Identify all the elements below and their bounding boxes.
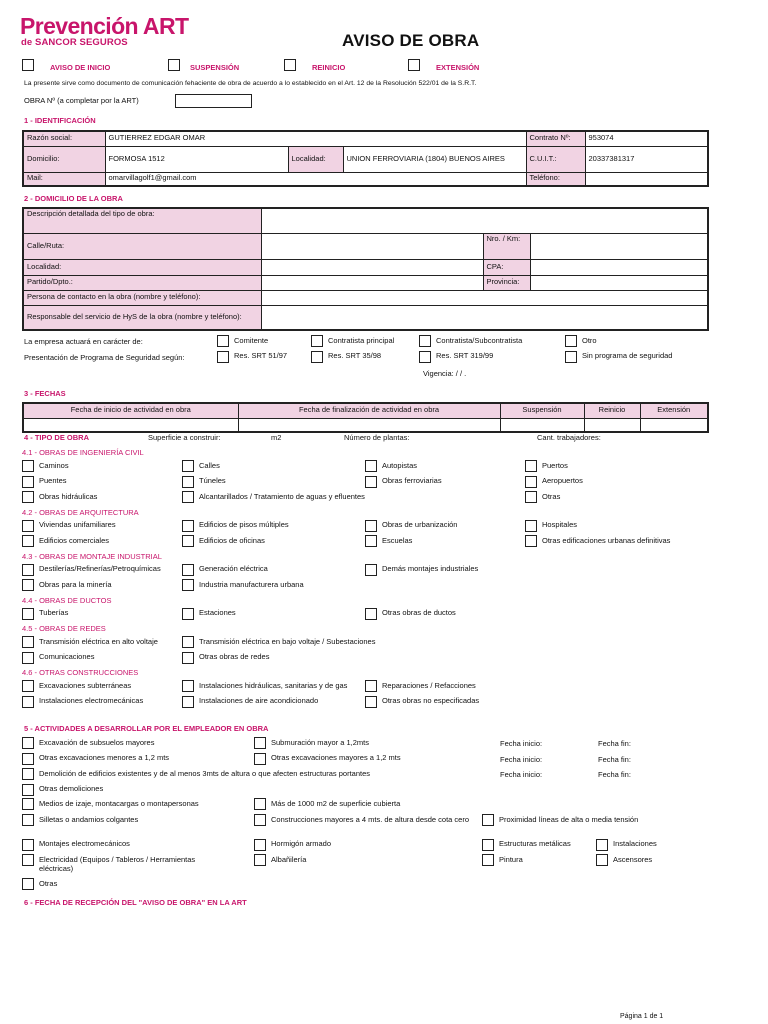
autopistas-checkbox[interactable] (365, 460, 377, 472)
option-row (22, 680, 746, 696)
silletas-checkbox[interactable] (22, 814, 34, 826)
instalaciones-checkbox[interactable] (596, 839, 608, 851)
section-6-title: 6 - FECHA DE RECEPCIÓN DEL "AVISO DE OBRA" EN LA ART (24, 898, 247, 907)
edificios-de-pisos-multiples-checkbox[interactable] (182, 520, 194, 532)
section-2-title: 2 - DOMICILIO DE LA OBRA (24, 194, 123, 203)
razon-social-label: Razón social: (23, 131, 105, 146)
estructuras-metalicas-checkbox[interactable] (482, 839, 494, 851)
autopistas-label: Autopistas (382, 460, 418, 470)
cuit-label: C.U.I.T.: (526, 146, 585, 172)
instalaciones-label: Instalaciones (613, 839, 657, 849)
industria-manufacturera-urbana-checkbox[interactable] (182, 579, 194, 591)
calles-label: Calles (199, 460, 220, 470)
demolicion-edificios-label: Demolición de edificios existentes y de al menos 3mts de altura o que afecten estructuras portantes (39, 768, 371, 778)
intro-text: La presente sirve como documento de comunicación fehaciente de obra de acuerdo a lo establecido en el Art. 12 de la Resolución 522/01 de la S.R.T. (24, 80, 477, 87)
contrato-label: Contrato Nº: (526, 131, 585, 146)
edificios-de-oficinas-label: Edificios de oficinas (199, 535, 265, 545)
sin-programa-checkbox[interactable] (565, 351, 577, 363)
alcantarillados-tratamiento-de-aguas-y-e-label: Alcantarillados / Tratamiento de aguas y efluentes (199, 491, 365, 501)
calle-label: Calle/Ruta: (23, 233, 261, 259)
contacto-field[interactable] (261, 290, 708, 305)
aeropuertos-checkbox[interactable] (525, 476, 537, 488)
page-title: AVISO DE OBRA (342, 31, 480, 50)
res-35-98-checkbox[interactable] (311, 351, 323, 363)
fechas-table (22, 402, 709, 433)
generacion-electrica-checkbox[interactable] (182, 564, 194, 576)
m2-label: m2 (271, 433, 282, 442)
hormigon-armado-label: Hormigón armado (271, 839, 332, 849)
nro-field[interactable] (530, 233, 708, 259)
reinicio-field[interactable] (584, 418, 640, 432)
aviso-inicio-checkbox[interactable] (22, 59, 34, 71)
razon-social-value[interactable]: GUTIERREZ EDGAR OMAR (105, 131, 526, 146)
contratista-subcontratista-checkbox[interactable] (419, 335, 431, 347)
demas-montajes-industriales-label: Demás montajes industriales (382, 564, 479, 574)
domicilio-value[interactable]: FORMOSA 1512 (105, 146, 288, 172)
alcantarillados-tratamiento-de-aguas-y-e-checkbox[interactable] (182, 491, 194, 503)
localidad-value[interactable]: UNION FERROVIARIA (1804) BUENOS AIRES (343, 146, 526, 172)
excavaciones-mayores-checkbox[interactable] (254, 753, 266, 765)
hormigon-armado-checkbox[interactable] (254, 839, 266, 851)
fecha-inicio-field[interactable] (23, 418, 238, 432)
localidad-label: Localidad: (288, 146, 343, 172)
industria-manufacturera-urbana-label: Industria manufacturera urbana (199, 579, 304, 589)
puentes-label: Puentes (39, 476, 67, 486)
otras-label: Otras (542, 491, 561, 501)
identificacion-table (22, 130, 709, 187)
calles-checkbox[interactable] (182, 460, 194, 472)
reparaciones-refacciones-label: Reparaciones / Refacciones (382, 680, 476, 690)
section-5-title: 5 - ACTIVIDADES A DESARROLLAR POR EL EMPLEADOR EN OBRA (24, 724, 269, 733)
group-title-2: 4.2 - OBRAS DE ARQUITECTURA (22, 507, 139, 517)
construcciones-4mts-checkbox[interactable] (254, 814, 266, 826)
vigencia-label: Vigencia: / / . (423, 369, 467, 378)
aeropuertos-label: Aeropuertos (542, 476, 583, 486)
option-row (22, 652, 746, 668)
obras-de-urbanizacion-checkbox[interactable] (365, 520, 377, 532)
excavaciones-menores-checkbox[interactable] (22, 753, 34, 765)
reinicio-label: REINICIO (312, 63, 346, 72)
extension-label: EXTENSIÓN (436, 63, 480, 72)
option-row (22, 564, 746, 580)
fecha-fin-label-1: Fecha fin: (598, 739, 631, 748)
page-number: Página 1 de 1 (620, 1013, 664, 1020)
option-row (22, 636, 746, 652)
notice-type-options (22, 59, 746, 75)
contratista-subcontratista-label: Contratista/Subcontratista (436, 335, 523, 345)
estaciones-label: Estaciones (199, 608, 236, 618)
excavaciones-menores-label: Otras excavaciones menores a 1,2 mts (39, 753, 170, 763)
descripcion-field[interactable] (261, 208, 708, 233)
provincia-field[interactable] (530, 275, 708, 290)
instalaciones-de-aire-acondicionado-label: Instalaciones de aire acondicionado (199, 696, 319, 706)
group-title-3: 4.3 - OBRAS DE MONTAJE INDUSTRIAL (22, 551, 162, 561)
reparaciones-refacciones-checkbox[interactable] (365, 680, 377, 692)
mail-label: Mail: (23, 172, 105, 186)
puentes-checkbox[interactable] (22, 476, 34, 488)
fecha-fin-field[interactable] (238, 418, 500, 432)
hospitales-label: Hospitales (542, 520, 578, 530)
instalaciones-hidraulicas-sanitarias-y-d-checkbox[interactable] (182, 680, 194, 692)
extension-field[interactable] (640, 418, 708, 432)
obra-number-field[interactable] (175, 94, 252, 108)
otras-actividades-label: Otras (39, 878, 58, 888)
fecha-inicio-header: Fecha de inicio de actividad en obra (23, 403, 238, 418)
ascensores-checkbox[interactable] (596, 854, 608, 866)
otras-actividades-checkbox[interactable] (22, 878, 34, 890)
empresa-caracter-label: La empresa actuará en carácter de: (24, 337, 143, 346)
obra-number-label: OBRA Nº (a completar por la ART) (24, 96, 139, 105)
section-1-title: 1 - IDENTIFICACIÓN (24, 116, 96, 125)
otras-obras-de-ductos-label: Otras obras de ductos (382, 608, 456, 618)
fecha-inicio-label-3: Fecha inicio: (500, 770, 543, 779)
nro-label: Nro. / Km: (483, 233, 530, 259)
otras-obras-no-especificadas-label: Otras obras no especificadas (382, 696, 480, 706)
pintura-checkbox[interactable] (482, 854, 494, 866)
escuelas-label: Escuelas (382, 535, 413, 545)
obras-hidraulicas-checkbox[interactable] (22, 491, 34, 503)
option-row (22, 520, 746, 536)
provincia-label: Provincia: (483, 275, 530, 290)
cpa-label: CPA: (483, 259, 530, 275)
sin-programa-label: Sin programa de seguridad (582, 351, 673, 361)
tuberias-checkbox[interactable] (22, 608, 34, 620)
localidad-obra-label: Localidad: (23, 259, 261, 275)
electricidad-label: Electricidad (Equipos / Tableros / Herramientas eléctricas) (39, 855, 196, 873)
fecha-fin-label-3: Fecha fin: (598, 770, 631, 779)
instalaciones-electromecanicas-checkbox[interactable] (22, 696, 34, 708)
edificios-comerciales-label: Edificios comerciales (39, 535, 110, 545)
obras-para-la-mineria-checkbox[interactable] (22, 579, 34, 591)
res-51-97-checkbox[interactable] (217, 351, 229, 363)
comitente-label: Comitente (234, 335, 269, 345)
transmision-electrica-en-alto-voltaje-checkbox[interactable] (22, 636, 34, 648)
domicilio-label: Domicilio: (23, 146, 105, 172)
pintura-label: Pintura (499, 854, 523, 864)
submuracion-label: Submuración mayor a 1,2mts (271, 737, 369, 747)
destilerias-refinerias-petroquimicas-checkbox[interactable] (22, 564, 34, 576)
comitente-checkbox[interactable] (217, 335, 229, 347)
construcciones-4mts-label: Construcciones mayores a 4 mts. de altura desde cota cero (271, 814, 470, 824)
medios-izaje-checkbox[interactable] (22, 798, 34, 810)
extension-header: Extensión (640, 403, 708, 418)
group-title-6: 4.6 - OTRAS CONSTRUCCIONES (22, 668, 139, 677)
programa-seguridad-label: Presentación de Programa de Seguridad según: (24, 352, 185, 362)
obras-hidraulicas-label: Obras hidráulicas (39, 491, 98, 501)
fecha-inicio-label-2: Fecha inicio: (500, 754, 543, 764)
excavaciones-subterraneas-label: Excavaciones subterráneas (39, 680, 132, 690)
excavacion-subsuelos-label: Excavación de subsuelos mayores (39, 737, 155, 747)
instalaciones-hidraulicas-sanitarias-y-d-label: Instalaciones hidráulicas, sanitarias y de gas (199, 680, 348, 690)
mas-1000m2-checkbox[interactable] (254, 798, 266, 810)
extension-checkbox[interactable] (408, 59, 420, 71)
logo-sub-text: de SANCOR SEGUROS (21, 37, 128, 48)
partido-label: Partido/Dpto.: (23, 275, 261, 290)
transmision-electrica-en-alto-voltaje-label: Transmisión eléctrica en alto voltaje (39, 636, 158, 646)
otras-edificaciones-urbanas-definitivas-label: Otras edificaciones urbanas definitivas (542, 535, 671, 545)
obras-para-la-mineria-label: Obras para la minería (39, 579, 112, 589)
calle-field[interactable] (261, 233, 483, 259)
estructuras-metalicas-label: Estructuras metálicas (499, 839, 571, 849)
suspension-field[interactable] (500, 418, 584, 432)
obras-ferroviarias-checkbox[interactable] (365, 476, 377, 488)
obras-ferroviarias-label: Obras ferroviarias (382, 476, 442, 486)
otras-edificaciones-urbanas-definitivas-checkbox[interactable] (525, 535, 537, 547)
excavaciones-mayores-label: Otras excavaciones mayores a 1,2 mts (271, 753, 401, 763)
actividades-dated (22, 737, 746, 799)
contacto-label: Persona de contacto en la obra (nombre y teléfono): (23, 290, 261, 305)
instalaciones-electromecanicas-label: Instalaciones electromecánicas (39, 696, 144, 706)
reinicio-header: Reinicio (584, 403, 640, 418)
res-35-98-label: Res. SRT 35/98 (328, 351, 382, 361)
option-row (22, 460, 746, 476)
group-title-1: 4.1 - OBRAS DE INGENIERÍA CIVIL (22, 448, 144, 457)
tipo-obra-groups (22, 447, 746, 711)
otro-label: Otro (582, 335, 597, 345)
option-row (22, 535, 746, 551)
demas-montajes-industriales-checkbox[interactable] (365, 564, 377, 576)
proximidad-lineas-label: Proximidad líneas de alta o media tensión (499, 814, 639, 824)
edificios-de-pisos-multiples-label: Edificios de pisos múltiples (199, 520, 289, 530)
option-row (22, 579, 746, 595)
puertos-checkbox[interactable] (525, 460, 537, 472)
contratista-principal-label: Contratista principal (328, 335, 395, 345)
responsable-field[interactable] (261, 305, 708, 330)
responsable-label: Responsable del servicio de HyS de la obra (nombre y teléfono): (23, 305, 261, 330)
excavacion-subsuelos-checkbox[interactable] (22, 737, 34, 749)
telefono-label: Teléfono: (526, 172, 585, 186)
cpa-field[interactable] (530, 259, 708, 275)
suspension-label: SUSPENSIÓN (190, 63, 240, 72)
ascensores-label: Ascensores (613, 854, 653, 864)
res-319-99-checkbox[interactable] (419, 351, 431, 363)
proximidad-lineas-checkbox[interactable] (482, 814, 494, 826)
group-title-5: 4.5 - OBRAS DE REDES (22, 624, 106, 633)
montajes-electromecanicos-label: Montajes electromecánicos (39, 839, 130, 849)
mail-value[interactable]: omarvillagolf1@gmail.com (105, 172, 526, 186)
montajes-electromecanicos-checkbox[interactable] (22, 839, 34, 851)
medios-izaje-label: Medios de izaje, montacargas o montapersonas (39, 798, 199, 808)
otras-demoliciones-label: Otras demoliciones (39, 784, 104, 794)
plantas-label: Número de plantas: (344, 433, 410, 442)
albanileria-checkbox[interactable] (254, 854, 266, 866)
tuneles-label: Túneles (199, 476, 226, 486)
option-row (22, 608, 746, 624)
reinicio-checkbox[interactable] (284, 59, 296, 71)
otras-obras-de-redes-checkbox[interactable] (182, 652, 194, 664)
section-3-title: 3 - FECHAS (24, 389, 66, 398)
estaciones-checkbox[interactable] (182, 608, 194, 620)
otras-obras-de-ductos-checkbox[interactable] (365, 608, 377, 620)
res-319-99-label: Res. SRT 319/99 (436, 351, 494, 361)
logo-main-text: Prevención ART (20, 13, 189, 39)
group-title-4: 4.4 - OBRAS DE DUCTOS (22, 595, 112, 605)
caminos-checkbox[interactable] (22, 460, 34, 472)
otro-checkbox[interactable] (565, 335, 577, 347)
res-51-97-label: Res. SRT 51/97 (234, 351, 288, 361)
instalaciones-de-aire-acondicionado-checkbox[interactable] (182, 696, 194, 708)
viviendas-unifamiliares-label: Viviendas unifamiliares (39, 520, 116, 530)
aviso-inicio-label: AVISO DE INICIO (50, 63, 111, 72)
tuneles-checkbox[interactable] (182, 476, 194, 488)
electricidad-checkbox[interactable] (22, 854, 34, 866)
albanileria-label: Albañilería (271, 854, 307, 864)
submuracion-checkbox[interactable] (254, 737, 266, 749)
destilerias-refinerias-petroquimicas-label: Destilerías/Refinerías/Petroquímicas (39, 564, 161, 574)
otras-obras-no-especificadas-checkbox[interactable] (365, 696, 377, 708)
viviendas-unifamiliares-checkbox[interactable] (22, 520, 34, 532)
fecha-fin-header: Fecha de finalización de actividad en obra (238, 403, 500, 418)
edificios-comerciales-checkbox[interactable] (22, 535, 34, 547)
escuelas-checkbox[interactable] (365, 535, 377, 547)
suspension-checkbox[interactable] (168, 59, 180, 71)
caminos-label: Caminos (39, 460, 69, 470)
cuit-value[interactable]: 20337381317 (585, 146, 708, 172)
fecha-inicio-label-1: Fecha inicio: (500, 739, 543, 748)
hospitales-checkbox[interactable] (525, 520, 537, 532)
prevencion-art-logo (20, 14, 188, 48)
actividades-grid (22, 798, 746, 894)
otras-checkbox[interactable] (525, 491, 537, 503)
contrato-value[interactable]: 953074 (585, 131, 708, 146)
option-row (22, 491, 746, 507)
empresa-caracter-row (22, 335, 746, 366)
puertos-label: Puertos (542, 460, 568, 470)
suspension-header: Suspensión (500, 403, 584, 418)
option-row (22, 696, 746, 712)
partido-field[interactable] (261, 275, 483, 290)
excavaciones-subterraneas-checkbox[interactable] (22, 680, 34, 692)
generacion-electrica-label: Generación eléctrica (199, 564, 268, 574)
obras-de-urbanizacion-label: Obras de urbanización (382, 520, 458, 530)
localidad-obra-field[interactable] (261, 259, 483, 275)
tuberias-label: Tuberías (39, 608, 69, 618)
demolicion-edificios-checkbox[interactable] (22, 768, 34, 780)
transmision-electrica-en-bajo-voltaje-su-checkbox[interactable] (182, 636, 194, 648)
mas-1000m2-label: Más de 1000 m2 de superficie cubierta (271, 798, 401, 808)
edificios-de-oficinas-checkbox[interactable] (182, 535, 194, 547)
comunicaciones-checkbox[interactable] (22, 652, 34, 664)
transmision-electrica-en-bajo-voltaje-su-label: Transmisión eléctrica en bajo voltaje / Subestaciones (199, 636, 376, 646)
fecha-fin-label-2: Fecha fin: (598, 754, 631, 764)
trabajadores-label: Cant. trabajadores: (537, 433, 601, 442)
otras-obras-de-redes-label: Otras obras de redes (199, 652, 270, 662)
silletas-label: Silletas o andamios colgantes (39, 814, 139, 824)
section-4-title: 4 - TIPO DE OBRA (24, 433, 90, 442)
contratista-principal-checkbox[interactable] (311, 335, 323, 347)
descripcion-label: Descripción detallada del tipo de obra: (23, 208, 261, 233)
telefono-value[interactable] (585, 172, 708, 186)
superficie-label: Superficie a construir: (148, 433, 221, 442)
comunicaciones-label: Comunicaciones (39, 652, 95, 662)
otras-demoliciones-checkbox[interactable] (22, 784, 34, 796)
option-row (22, 476, 746, 492)
domicilio-obra-table (22, 207, 709, 331)
